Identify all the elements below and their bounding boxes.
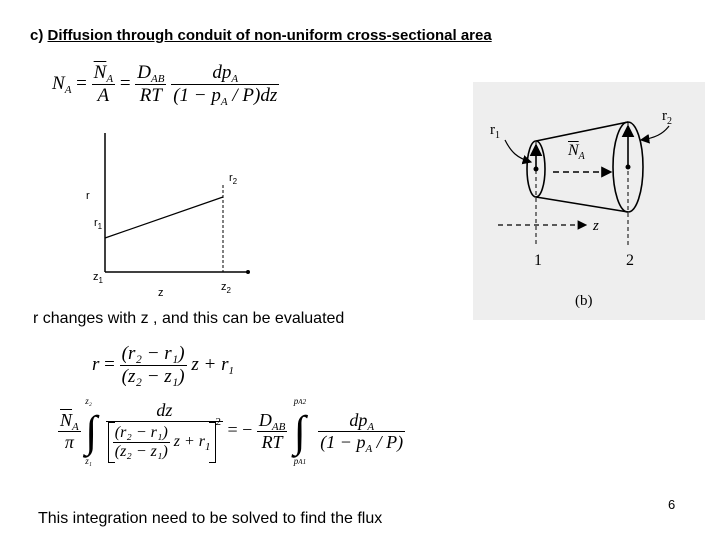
- figb-station-1: 1: [534, 252, 542, 269]
- equation-integral: $\frac{\overline{N}_A}{\pi}$ z₂ ∫ z₁ dz $\frac{\text{(r₂ − r₁)}}{\text{(z₂ − z₁)}}$ $z + r_1^2$ = − $\frac{D_{AB}}{RT}$ pA2 ∫ pA1 $\frac{dp_A}{(1 - p_A / P)}$: [60, 395, 404, 466]
- eq1-frac1: $\frac{\overline{N}_A}{A}$: [93, 62, 114, 106]
- eq1-equals-2: =: [119, 72, 131, 94]
- figb-station-2: 2: [626, 252, 634, 269]
- page-number: 6: [668, 497, 676, 512]
- plot-r2-label: $r_2$: [229, 172, 238, 186]
- statement-text: r changes with z , and this can be evaluated: [33, 310, 345, 327]
- plot-y-label: r: [86, 190, 90, 202]
- figb-r1-label: $r_1$: [490, 122, 500, 141]
- eq1-frac3: $\frac{dp_A}{(1 - p_A / P)dz}$: [173, 62, 278, 108]
- figb-z-label: z: [593, 218, 599, 234]
- equation-radius: r = $\frac{\text{(r₂ − r₁)}}{\text{(z₂ − z₁)}}$ $z + r_1$: [92, 343, 234, 387]
- eq1-equals: =: [76, 72, 87, 94]
- x-axis-end-dot: [246, 270, 250, 274]
- footer-text: This integration need to be solved to find the flux: [38, 510, 383, 527]
- eq1-lhs-sub: A: [64, 83, 72, 96]
- eq3-bracket-frac: $\frac{\text{(r₂ − r₁)}}{\text{(z₂ − z₁)}}$: [114, 424, 168, 460]
- plot-x-label: z: [158, 287, 164, 299]
- eq3-lhs-frac: $\frac{\overline{N}_A}{\pi}$: [60, 410, 79, 452]
- slide-title: [30, 27, 492, 44]
- conduit-top-edge: [536, 122, 628, 141]
- integral-1: z₂ ∫ z₁: [85, 395, 98, 466]
- eq2-frac: $\frac{\text{(r₂ − r₁)}}{\text{(z₂ − z₁)}}$: [121, 343, 185, 387]
- plot-r1-label: $r_1$: [94, 217, 103, 231]
- eq1-frac2: $\frac{D_{AB}}{RT}$: [137, 62, 165, 106]
- title-prefix: c): [30, 27, 48, 44]
- eq3-integrand: dz $\frac{\text{(r₂ − r₁)}}{\text{(z₂ − z₁)}}$ $z + r_1^2$: [106, 400, 223, 463]
- r-vs-z-plot: [80, 125, 280, 300]
- plot-z2-label: $z_2$: [221, 281, 231, 295]
- figb-flux-label: $\overline{N}_A$: [568, 142, 585, 162]
- conduit-bottom-edge: [536, 197, 628, 212]
- eq3-coef: $\frac{D_{AB}}{RT}$: [258, 410, 286, 452]
- title-text: Diffusion through conduit of non-uniform cross-sectional area: [47, 27, 492, 44]
- figb-r2-label: $r_2$: [662, 108, 672, 127]
- plot-z1-label: $z_1$: [93, 271, 103, 285]
- equation-flux-definition: [52, 62, 279, 107]
- eq1-lhs: N: [52, 72, 65, 94]
- integral-2: pA2 ∫ pA1: [293, 395, 307, 466]
- radius-line: [105, 197, 223, 238]
- eq3-rhs-frac: $\frac{dp_A}{(1 - p_A / P)}$: [320, 410, 404, 455]
- figb-caption: (b): [575, 293, 593, 309]
- r2-leader: [641, 126, 669, 140]
